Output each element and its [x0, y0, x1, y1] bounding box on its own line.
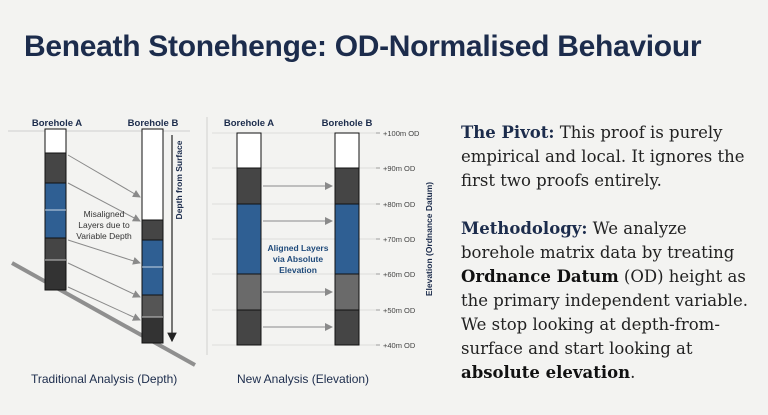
methodology-text-1: We analyze borehole matrix data by treating	[461, 219, 735, 262]
pivot-body: This proof is purely empirical and local. It ignores the first two proofs entirely.	[461, 123, 745, 190]
elevation-tick: +80m OD	[383, 200, 416, 209]
pivot-paragraph	[461, 121, 761, 193]
aligned-note-line-2: via Absolute	[272, 254, 324, 264]
aligned-note-line-3: Elevation	[279, 265, 317, 275]
methodology-paragraph	[461, 217, 761, 385]
right-borehole-b-label: Borehole B	[321, 118, 373, 129]
borehole-diagram	[0, 105, 440, 405]
misaligned-note-line-2: Layers due to	[78, 220, 130, 230]
misaligned-note-line-3: Variable Depth	[76, 231, 132, 241]
elevation-tick: +50m OD	[383, 306, 416, 315]
right-borehole-a-label: Borehole A	[223, 118, 275, 129]
pivot-heading: The Pivot:	[461, 123, 555, 142]
page-title: Beneath Stonehenge: OD-Normalised Behaviour	[24, 30, 702, 63]
left-borehole-a	[45, 129, 66, 290]
right-borehole-b	[335, 133, 359, 345]
elevation-tick: +90m OD	[383, 164, 416, 173]
aligned-layers-note	[268, 243, 329, 275]
elevation-tick: +40m OD	[383, 341, 416, 350]
right-borehole-a	[237, 133, 261, 345]
misaligned-layers-note	[76, 209, 132, 241]
borehole-diagram-svg	[0, 105, 440, 405]
absolute-elevation-term: absolute elevation	[461, 363, 631, 382]
elevation-tick: +100m OD	[383, 129, 420, 138]
elevation-tick-labels	[383, 129, 420, 350]
aligned-note-line-1: Aligned Layers	[267, 243, 329, 253]
misaligned-note-line-1: Misaligned	[83, 209, 125, 219]
elevation-tick: +60m OD	[383, 270, 416, 279]
ordnance-datum-term: Ordnance Datum	[461, 267, 619, 286]
ground-surface-line	[12, 263, 195, 365]
elevation-tick: +70m OD	[383, 235, 416, 244]
depth-axis-label: Depth from Surface	[174, 140, 184, 220]
methodology-end: .	[630, 363, 636, 382]
methodology-text-2: (OD) height as the primary independent variable. We stop looking at depth-from-surface and start looking at	[461, 267, 748, 358]
left-borehole-b	[142, 129, 163, 343]
right-panel-caption: New Analysis (Elevation)	[237, 372, 370, 386]
elevation-axis-label: Elevation (Ordnance Datum)	[424, 181, 434, 297]
left-borehole-b-label: Borehole B	[127, 118, 179, 129]
methodology-heading: Methodology:	[461, 219, 588, 238]
left-panel-caption: Traditional Analysis (Depth)	[31, 372, 178, 386]
left-borehole-a-label: Borehole A	[31, 118, 83, 129]
elevation-tick-marks	[376, 133, 380, 345]
